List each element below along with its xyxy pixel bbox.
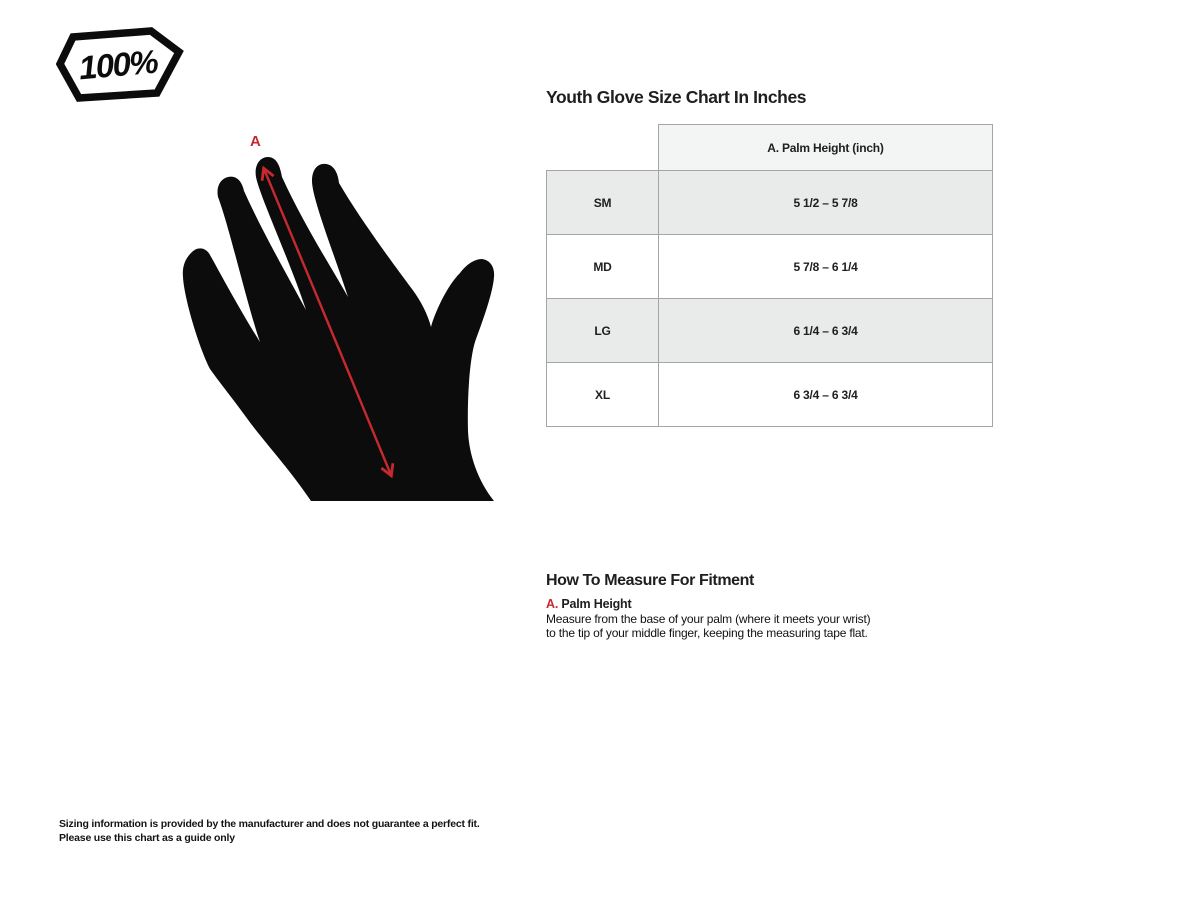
- size-chart-title: Youth Glove Size Chart In Inches: [546, 87, 807, 107]
- table-row-lg: [547, 299, 993, 363]
- table-row-sm: [547, 171, 993, 235]
- logo-text: 100%: [77, 42, 159, 87]
- hand-silhouette: [183, 157, 494, 501]
- measure-item-heading: [546, 597, 886, 612]
- range-cell: 5 7/8 – 6 1/4: [659, 235, 993, 299]
- table-header-blank-cell: [547, 125, 659, 171]
- disclaimer-line-1: Sizing information is provided by the manufacturer and does not guarantee a perfect fit.: [59, 818, 480, 830]
- range-cell: 6 3/4 – 6 3/4: [659, 363, 993, 427]
- measure-label-a: A: [250, 133, 261, 150]
- how-to-measure-section: [546, 572, 886, 640]
- table-header-palm-height: A. Palm Height (inch): [659, 125, 993, 171]
- disclaimer: [59, 817, 480, 845]
- brand-logo: [56, 26, 184, 104]
- measure-item-description: Measure from the base of your palm (where it meets your wrist) to the tip of your middle finger, keeping the measuring tape flat.: [546, 612, 871, 640]
- size-cell: XL: [547, 363, 659, 427]
- size-chart-table: [546, 124, 993, 427]
- table-row-xl: [547, 363, 993, 427]
- measure-item-name: Palm Height: [561, 597, 632, 611]
- size-cell: LG: [547, 299, 659, 363]
- disclaimer-line-2: Please use this chart as a guide only: [59, 832, 235, 844]
- range-cell: 5 1/2 – 5 7/8: [659, 171, 993, 235]
- hand-measurement-diagram: [180, 155, 505, 502]
- how-to-measure-title: How To Measure For Fitment: [546, 572, 754, 589]
- table-row-md: [547, 235, 993, 299]
- size-cell: MD: [547, 235, 659, 299]
- size-cell: SM: [547, 171, 659, 235]
- measure-item-letter: A.: [546, 597, 559, 611]
- table-header-row: [547, 125, 993, 171]
- range-cell: 6 1/4 – 6 3/4: [659, 299, 993, 363]
